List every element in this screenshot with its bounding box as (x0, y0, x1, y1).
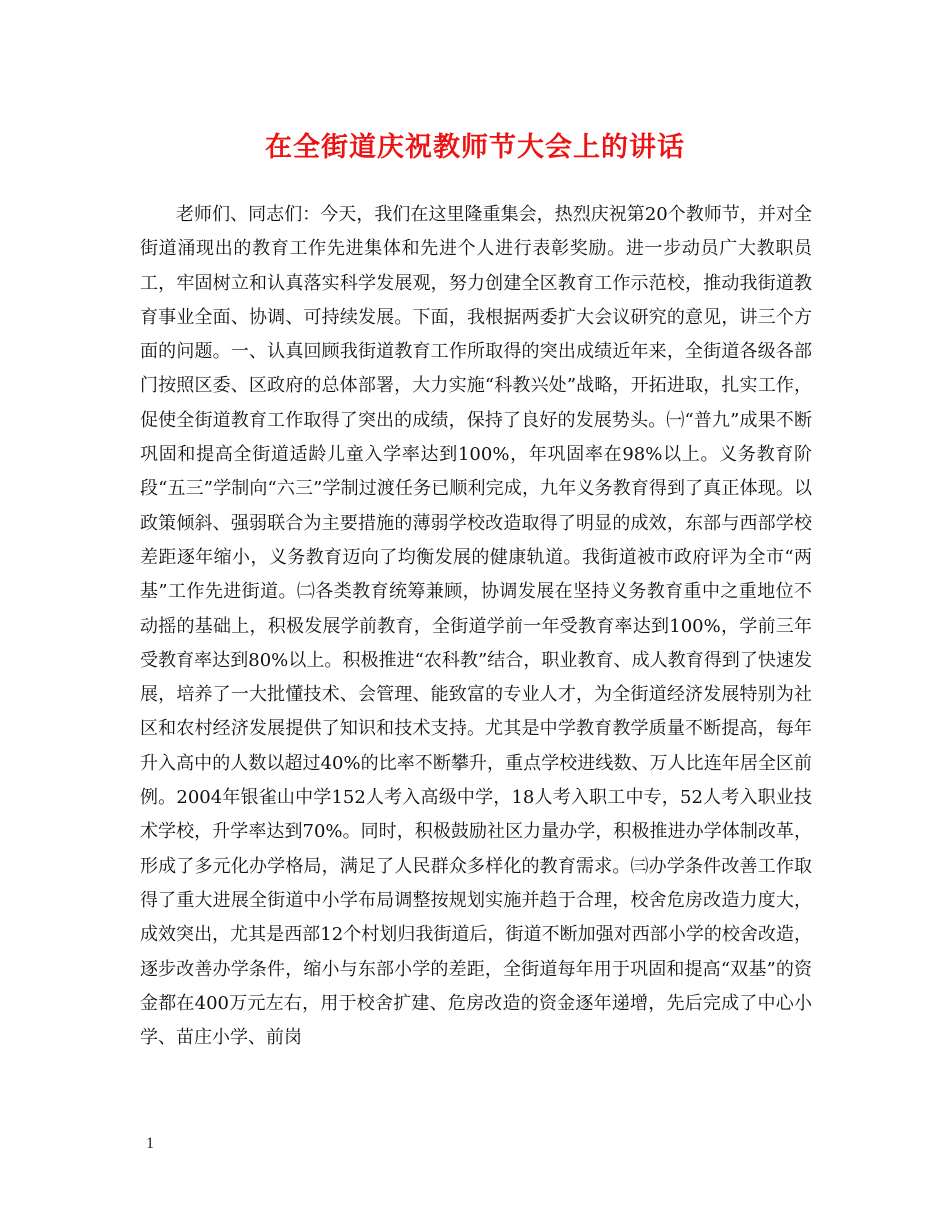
document-title: 在全街道庆祝教师节大会上的讲话 (265, 132, 685, 163)
document-body-paragraph: 老师们、同志们：今天，我们在这里隆重集会，热烈庆祝第20个教师节，并对全街道涌现出的教育工作先进集体和先进个人进行表彰奖励。进一步动员广大教职员工，牢固树立和认真落实科学发展观，努力创建全区教育工作示范校，推动我街道教育事业全面、协调、可持续发展。下面，我根据两委扩大会议研究的意见，讲三个方面的问题。一、认真回顾我街道教育工作所取得的突出成绩近年来，全街道各级各部门按照区委、区政府的总体部署，大力实施“科教兴处”战略，开拓进取，扎实工作，促使全街道教育工作取得了突出的成绩，保持了良好的发展势头。㈠“普九”成果不断巩固和提高全街道适龄儿童入学率达到100%，年巩固率在98%以上。义务教育阶段“五三”学制向“六三”学制过渡任务已顺利完成，九年义务教育得到了真正体现。以政策倾斜、强弱联合为主要措施的薄弱学校改造取得了明显的成效，东部与西部学校差距逐年缩小，义务教育迈向了均衡发展的健康轨道。我街道被市政府评为全市“两基”工作先进街道。㈡各类教育统筹兼顾，协调发展在坚持义务教育重中之重地位不动摇的基础上，积极发展学前教育，全街道学前一年受教育率达到100%，学前三年受教育率达到80%以上。积极推进“农科教”结合，职业教育、成人教育得到了快速发展，培养了一大批懂技术、会管理、能致富的专业人才，为全街道经济发展特别为社区和农村经济发展提供了知识和技术支持。尤其是中学教育教学质量不断提高，每年升入高中的人数以超过40%的比率不断攀升，重点学校进线数、万人比连年居全区前例。2004年银雀山中学152人考入高级中学，18人考入职工中专，52人考入职业技术学校，升学率达到70%。同时，积极鼓励社区力量办学，积极推进办学体制改革，形成了多元化办学格局，满足了人民群众多样化的教育需求。㈢办学条件改善工作取得了重大进展全街道中小学布局调整按规划实施并趋于合理，校舍危房改造力度大，成效突出，尤其是西部12个村划归我街道后，街道不断加强对西部小学的校舍改造，逐步改善办学条件，缩小与东部小学的差距，全街道每年用于巩固和提高“双基”的资金都在400万元左右，用于校舍扩建、危房改造的资金逐年递增，先后完成了中心小学、苗庄小学、前岗 (140, 204, 812, 1049)
page-number: 1 (146, 1135, 154, 1152)
